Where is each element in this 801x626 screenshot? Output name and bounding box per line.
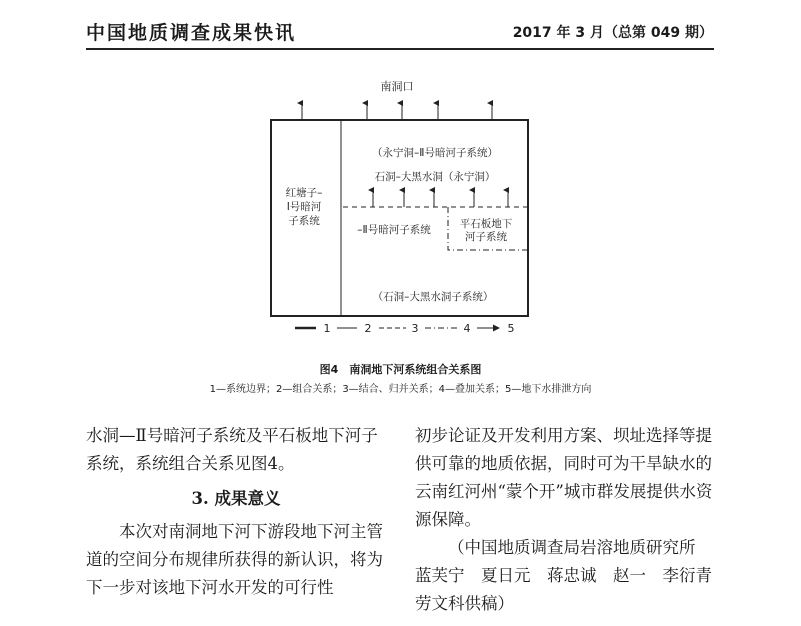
left-column: [86, 422, 386, 602]
top-label: 南洞口: [380, 80, 414, 93]
top-discharge-arrows: [302, 103, 492, 120]
legend-number-5: 5: [507, 322, 515, 335]
figure-legend: [295, 322, 515, 335]
right-paragraph-1: 初步论证及开发利用方案、坝址选择等提供可靠的地质依据，同时可为干旱缺水的云南红河州“蒙个开”城市群发展提供水资源保障。: [415, 426, 713, 529]
credit-line: （中国地质调查局岩溶地质研究所 蓝芙宁 夏日元 蒋忠诚 赵一 李衍青 劳文科供稿）: [415, 538, 729, 613]
left-box-label-3: 子系统: [288, 215, 320, 227]
section-heading: 3. 成果意义: [191, 489, 281, 508]
system-ii-label: –Ⅱ号暗河子系统: [357, 224, 431, 236]
shidong-label: 石洞–大黑水洞（永宁洞）: [374, 171, 496, 183]
legend-number-2: 2: [364, 322, 372, 335]
journal-title: 中国地质调查成果快讯: [86, 22, 297, 44]
inner-arrows: [373, 190, 508, 207]
left-paragraph-2: 本次对南洞地下河下游段地下河主管道的空间分布规律所获得的新认识，将为下一步对该地下河水开发的可行性: [86, 522, 383, 597]
figure-caption-legend: 1—系统边界；2—组合关系；3—结合、归并关系；4—叠加关系；5—地下水排泄方向: [209, 384, 592, 395]
legend-number-1: 1: [323, 322, 331, 335]
figure-caption-title: 图4 南洞地下河系统组合关系图: [319, 363, 482, 376]
pingshiban-label-2: 河子系统: [465, 231, 507, 243]
left-paragraph-1: 水洞—Ⅱ号暗河子系统及平石板地下河子系统，系统组合关系见图4。: [86, 426, 378, 473]
yongning-system-label: （永宁洞–Ⅱ号暗河子系统）: [372, 147, 498, 159]
legend-number-3: 3: [411, 322, 419, 335]
right-column: [415, 422, 729, 618]
left-box-label-2: Ⅰ号暗河: [286, 201, 322, 213]
left-box-label-1: 红塘子–: [285, 187, 323, 199]
pingshiban-label-1: 平石板地下: [459, 218, 513, 230]
issue-date: 2017 年 3 月（总第 049 期）: [512, 25, 713, 41]
shidong-system-label: （石洞–大黑水洞子系统）: [372, 291, 494, 303]
legend-number-4: 4: [463, 322, 471, 335]
